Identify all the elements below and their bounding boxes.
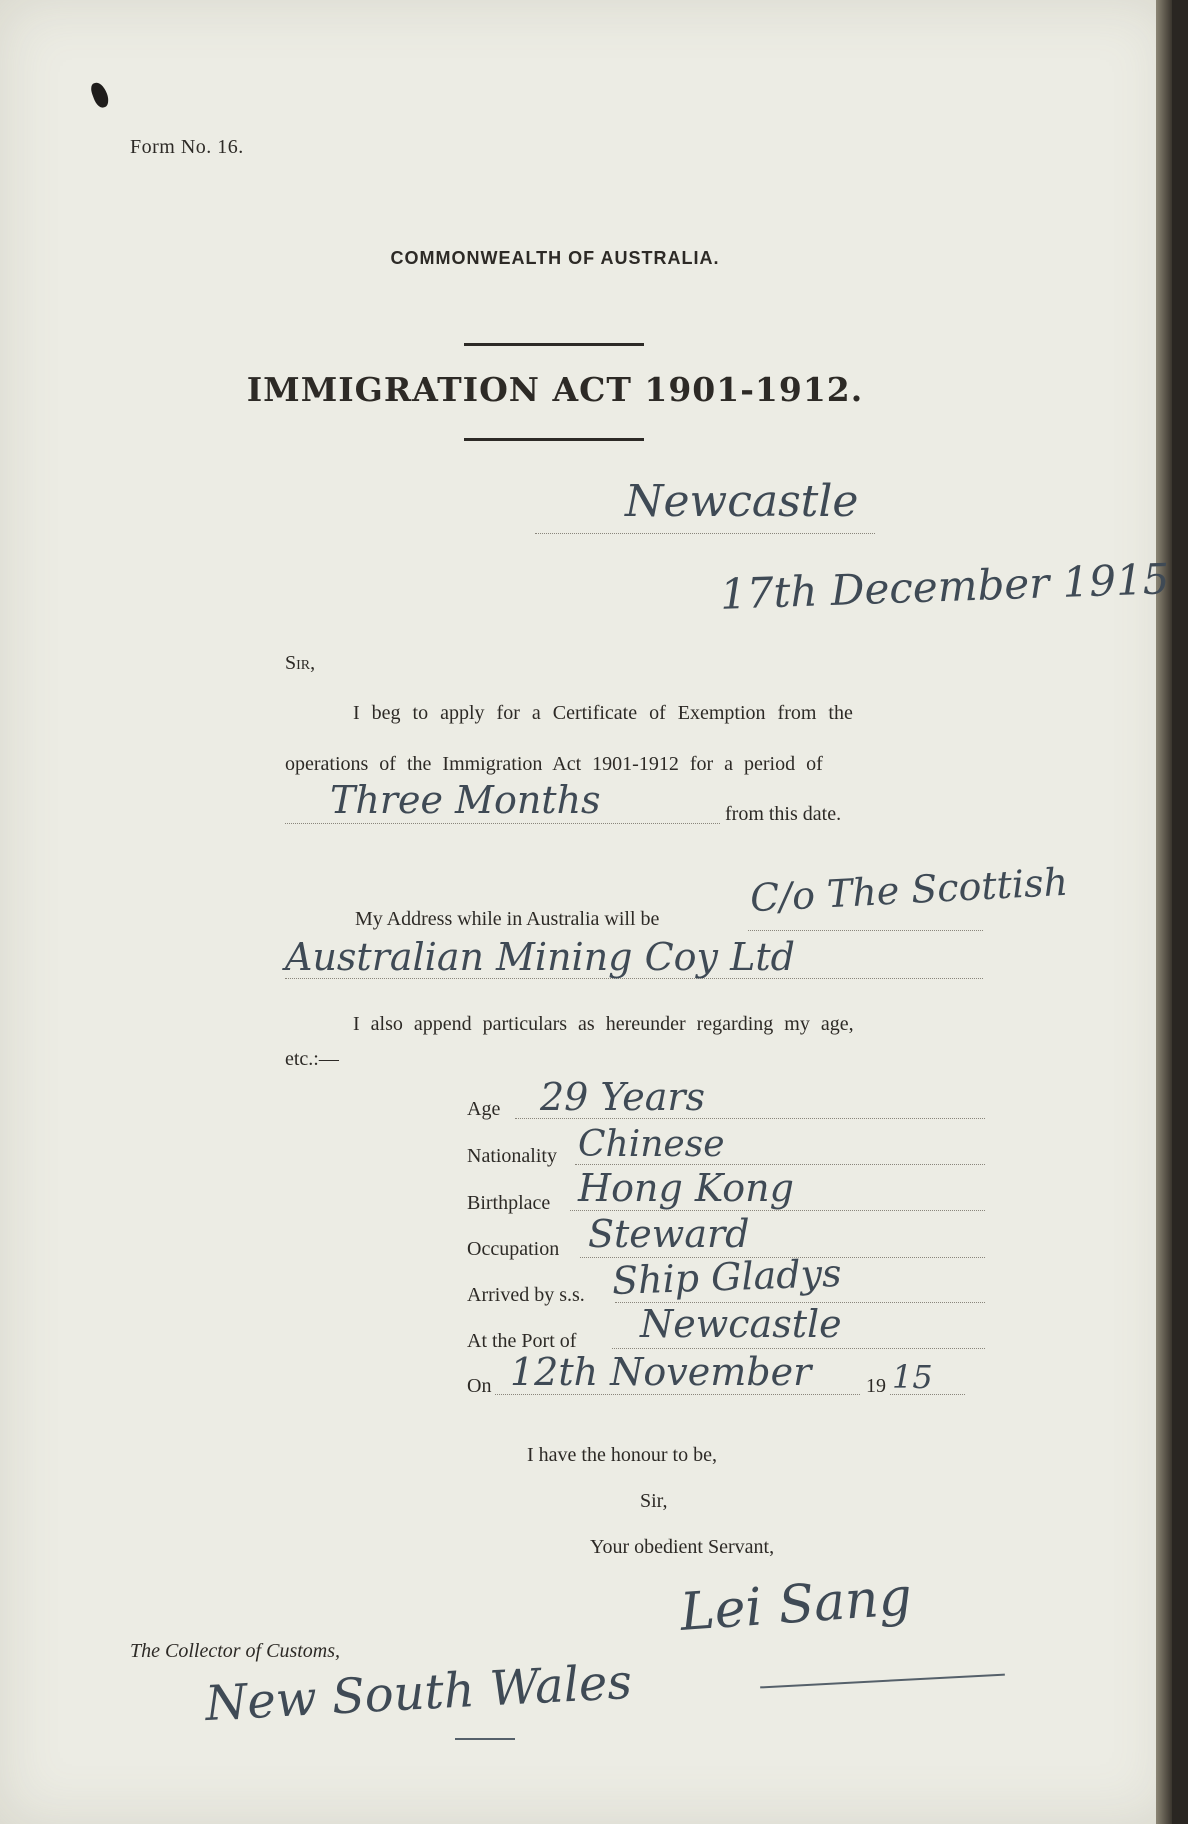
para2-line1: I also append particulars as hereunder regarding my age, (353, 1013, 854, 1035)
address-intro: My Address while in Australia will be (355, 908, 660, 930)
act-title: IMMIGRATION ACT 1901-1912. (246, 370, 864, 409)
para2-line2: etc.:— (285, 1048, 339, 1070)
handwritten-on-date: 12th November (510, 1350, 812, 1394)
handwritten-date: 17th December 1915 (719, 554, 1171, 619)
closing-line-1: I have the honour to be, (527, 1444, 717, 1466)
location-underline (455, 1738, 515, 1740)
handwritten-address-1: C/o The Scottish (749, 859, 1070, 921)
para1-line2: operations of the Immigration Act 1901-1912 for a period of (285, 753, 823, 775)
para1-line1: I beg to apply for a Certificate of Exemption from the (353, 702, 853, 724)
birthplace-line (570, 1210, 985, 1211)
from-this-date: from this date. (725, 803, 842, 825)
handwritten-occupation: Steward (588, 1212, 750, 1256)
arrived-by-label: Arrived by s.s. (467, 1284, 585, 1306)
occupation-label: Occupation (467, 1238, 560, 1260)
handwritten-birthplace: Hong Kong (578, 1166, 794, 1210)
period-line (285, 823, 720, 824)
nationality-label: Nationality (467, 1145, 557, 1167)
handwritten-place: Newcastle (625, 476, 859, 527)
punch-hole (89, 80, 111, 109)
form-number: Form No. 16. (130, 136, 244, 158)
on-date-line (495, 1394, 860, 1395)
age-label: Age (467, 1098, 501, 1120)
page-edge (1156, 0, 1172, 1824)
signature: Lei Sang (678, 1566, 914, 1644)
port-line (612, 1348, 985, 1349)
commonwealth-heading: COMMONWEALTH OF AUSTRALIA. (390, 248, 720, 268)
year-label: 19 (866, 1375, 886, 1397)
address-line-1 (748, 930, 983, 931)
salutation: Sir, (285, 652, 316, 674)
closing-line-3: Your obedient Servant, (590, 1536, 775, 1558)
on-label: On (467, 1375, 492, 1397)
handwritten-period: Three Months (330, 778, 601, 822)
handwritten-port: Newcastle (640, 1302, 842, 1346)
handwritten-year: 15 (892, 1358, 933, 1396)
signature-line (760, 1674, 1005, 1689)
place-line (535, 533, 875, 534)
closing-line-2: Sir, (640, 1490, 668, 1512)
handwritten-age: 29 Years (540, 1075, 706, 1119)
title-rule-top (464, 343, 644, 346)
collector-addressee: The Collector of Customs, (130, 1640, 341, 1662)
birthplace-label: Birthplace (467, 1192, 551, 1214)
handwritten-nationality: Chinese (578, 1124, 725, 1165)
handwritten-address-2: Australian Mining Coy Ltd (285, 935, 795, 979)
title-rule-bottom (464, 438, 644, 441)
port-label: At the Port of (467, 1330, 577, 1352)
handwritten-collector-location: New South Wales (203, 1653, 634, 1733)
handwritten-arrived-by: Ship Gladys (611, 1251, 843, 1303)
